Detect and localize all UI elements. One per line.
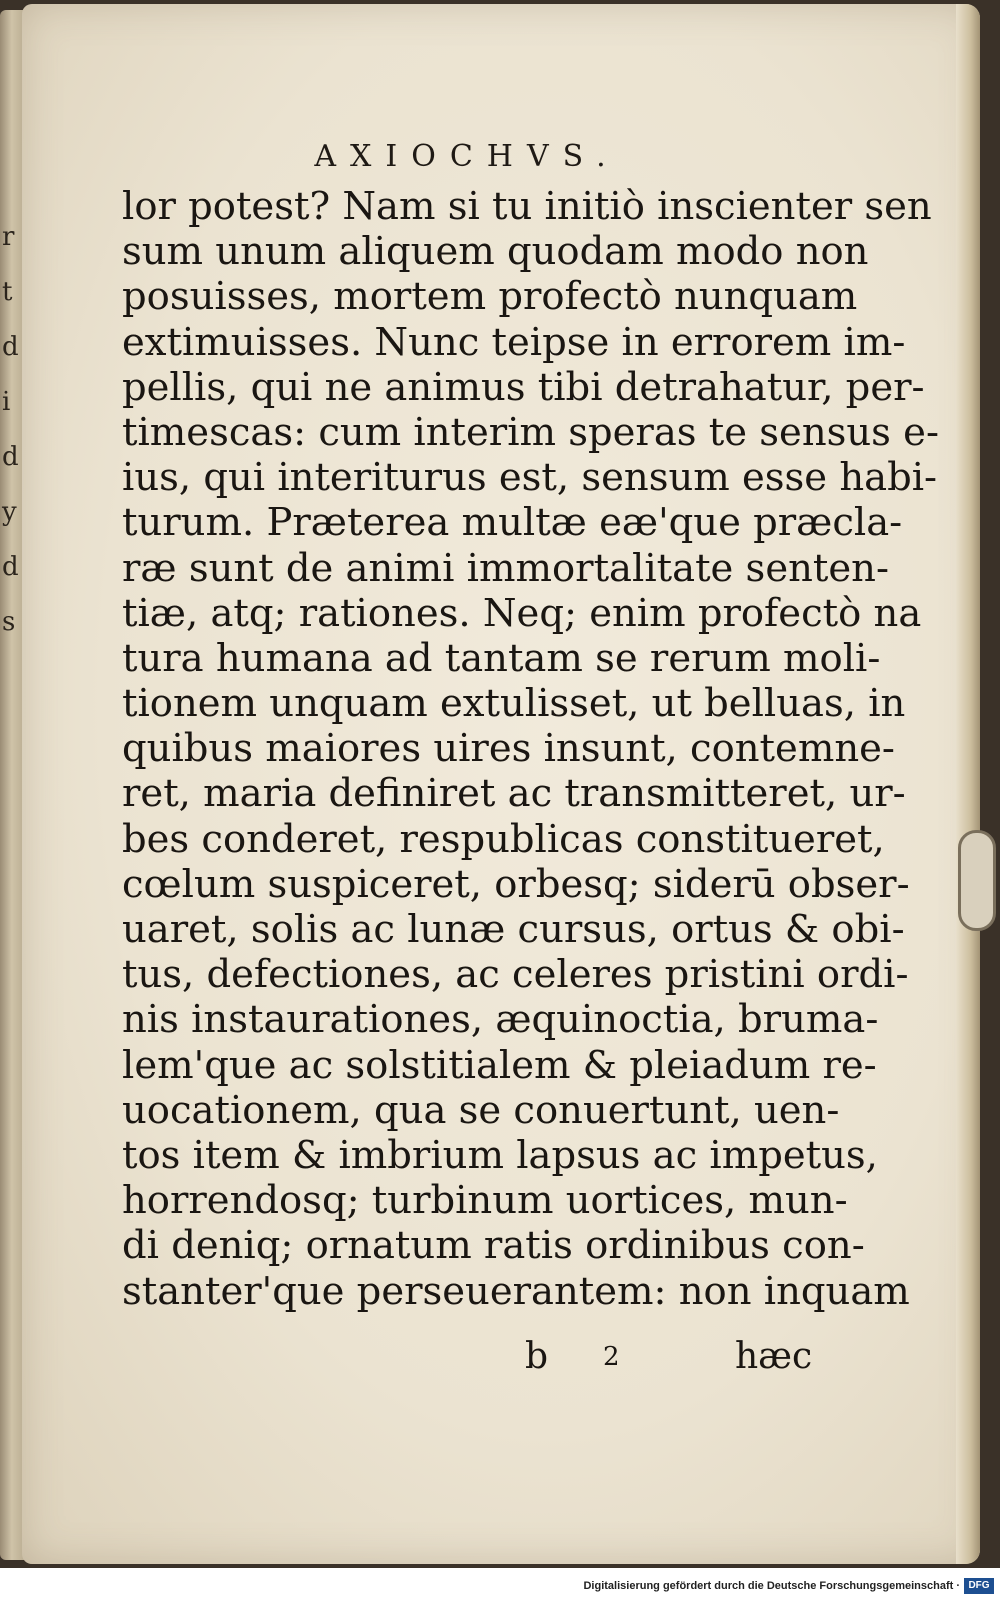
signature-number: 2 xyxy=(603,1342,620,1372)
dfg-logo-icon: DFG xyxy=(964,1578,994,1594)
text-line: horrendosq; turbinum uortices, mun- xyxy=(122,1178,848,1224)
text-line: stanter'que perseuerantem: non inquam xyxy=(122,1268,910,1314)
signature-mark: b xyxy=(525,1336,549,1377)
text-line: tos item & imbrium lapsus ac impetus, xyxy=(122,1132,878,1178)
text-line: cœlum suspiceret, orbesq; siderū obser- xyxy=(122,861,910,907)
text-line: ræ sunt de animi immortalitate senten- xyxy=(122,545,889,591)
text-line: pellis, qui ne animus tibi detrahatur, per- xyxy=(122,364,925,410)
running-head: AXIOCHVS. xyxy=(314,139,620,174)
text-line: lor potest? Nam si tu initiò inscienter sen xyxy=(122,184,932,229)
page-fore-edge xyxy=(956,4,980,1564)
text-line: turum. Præterea multæ eæ'que præcla- xyxy=(122,500,903,546)
text-line: nis instaurationes, æquinoctia, bruma- xyxy=(122,997,879,1043)
text-line: bes conderet, respublicas constitueret, xyxy=(122,816,885,862)
catchword: hæc xyxy=(735,1336,813,1377)
text-line: lem'que ac solstitialem & pleiadum re- xyxy=(122,1042,877,1088)
text-line: quibus maiores uires insunt, contemne- xyxy=(122,726,895,772)
text-line: ret, maria definiret ac transmitteret, ur- xyxy=(122,771,906,817)
text-line: tura humana ad tantam se rerum moli- xyxy=(122,635,881,681)
text-line: tus, defectiones, ac celeres pristini ordi- xyxy=(122,952,909,998)
credit-bar xyxy=(0,1568,1000,1606)
funding-credit: Digitalisierung gefördert durch die Deutsche Forschungsgemeinschaft · xyxy=(583,1580,960,1592)
previous-page-margin-text: r t d i d y d s xyxy=(2,222,19,637)
text-line: uocationem, qua se conuertunt, uen- xyxy=(122,1087,840,1133)
text-line: uaret, solis ac lunæ cursus, ortus & obi- xyxy=(122,907,905,952)
text-line: di deniq; ornatum ratis ordinibus con- xyxy=(122,1223,865,1269)
text-line: sum unum aliquem quodam modo non xyxy=(122,229,869,275)
text-line: tiæ, atq; rationes. Neq; enim profectò na xyxy=(122,590,922,636)
text-line: tionem unquam extulisset, ut belluas, in xyxy=(122,681,906,727)
body-text xyxy=(122,184,939,1314)
text-line: timescas: cum interim speras te sensus e- xyxy=(122,409,939,455)
text-line: ius, qui interiturus est, sensum esse habi- xyxy=(122,455,938,501)
clasp-icon xyxy=(958,830,996,931)
book-page xyxy=(22,4,980,1564)
text-line: extimuisses. Nunc teipse in errorem im- xyxy=(122,319,906,365)
text-line: posuisses, mortem profectò nunquam xyxy=(122,274,858,320)
